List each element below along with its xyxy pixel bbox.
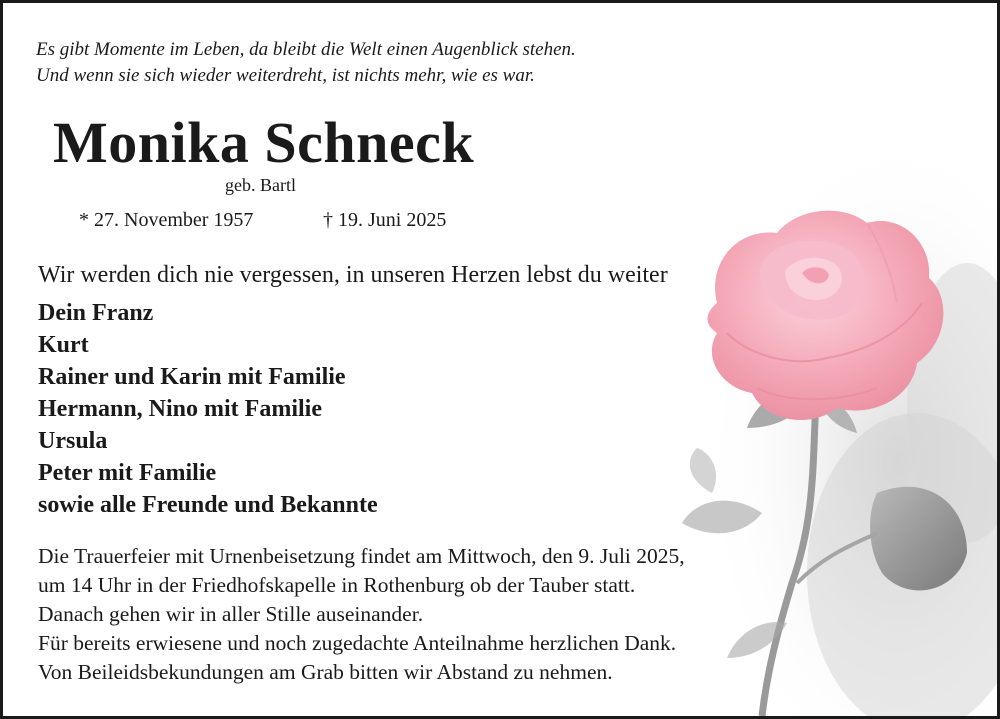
death-date: † 19. Juni 2025 xyxy=(323,209,447,231)
notice-line: Danach gehen wir in aller Stille auseinander. xyxy=(38,602,424,626)
notice-line: Von Beileidsbekundungen am Grab bitten wir Abstand zu nehmen. xyxy=(38,660,613,684)
deceased-name: Monika Schneck xyxy=(53,110,475,175)
mourner-item: Ursula xyxy=(38,428,108,454)
maiden-name: geb. Bartl xyxy=(225,175,296,195)
mourner-item: Peter mit Familie xyxy=(38,460,217,486)
notice-line: Für bereits erwiesene und noch zugedachte Anteilnahme herzlichen Dank. xyxy=(38,631,677,655)
mourner-item: Hermann, Nino mit Familie xyxy=(38,396,322,422)
mourner-item: Kurt xyxy=(38,332,89,358)
funeral-notice xyxy=(38,542,685,687)
mourner-item: Rainer und Karin mit Familie xyxy=(38,364,346,390)
birth-date: * 27. November 1957 xyxy=(79,209,254,231)
notice-line: Die Trauerfeier mit Urnenbeisetzung findet am Mittwoch, den 9. Juli 2025, xyxy=(38,544,685,568)
epitaph-line-1: Es gibt Momente im Leben, da bleibt die Welt einen Augenblick stehen. xyxy=(36,39,576,60)
mourners-list xyxy=(38,297,378,521)
epitaph-line-2: Und wenn sie sich wieder weiterdreht, ist nichts mehr, wie es war. xyxy=(36,65,535,86)
notice-line: um 14 Uhr in der Friedhofskapelle in Rothenburg ob der Tauber statt. xyxy=(38,573,636,597)
mourner-item: sowie alle Freunde und Bekannte xyxy=(38,492,378,518)
mourner-item: Dein Franz xyxy=(38,300,154,326)
epitaph-quote xyxy=(36,37,576,89)
memorial-intro: Wir werden dich nie vergessen, in unseren Herzen lebst du weiter xyxy=(38,262,668,288)
rose-illustration xyxy=(667,153,997,716)
